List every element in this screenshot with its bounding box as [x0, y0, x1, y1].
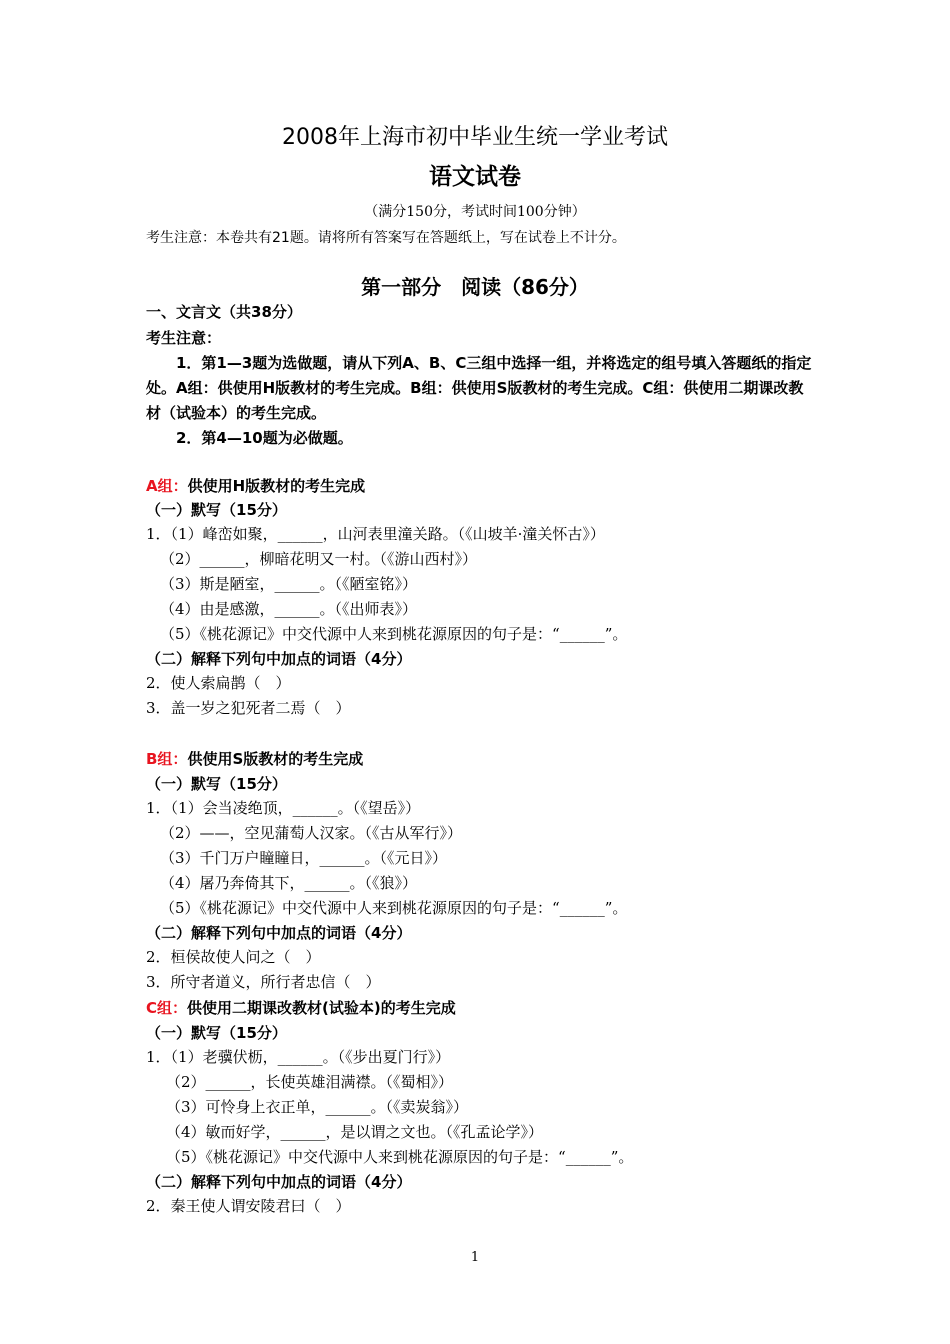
score-time-note: （满分150分，考试时间100分钟） [364, 204, 586, 220]
group-a-q2: 2．使人索扁鹊（ ） [146, 674, 291, 692]
exam-title: 2008年上海市初中毕业生统一学业考试 [282, 125, 668, 150]
group-b-heading [146, 749, 363, 769]
group-a-heading [146, 476, 365, 496]
group-a-q1-3: （3）斯是陋室，______。（《陋室铭》） [160, 575, 418, 593]
group-c-title: 供使用二期课改教材(试验本)的考生完成 [187, 999, 456, 1017]
notice-label: 考生注意： [146, 329, 222, 347]
group-b-q1-4: （4）屠乃奔倚其下，______。（《狼》） [160, 874, 418, 892]
group-b-dictation-heading: （一）默写（15分） [146, 775, 287, 793]
group-b-q2: 2．桓侯故使人问之（ ） [146, 948, 321, 966]
group-c-label: C组： [146, 999, 188, 1017]
group-a-q3: 3．盖一岁之犯死者二焉（ ） [146, 699, 351, 717]
group-b-label: B组： [146, 750, 188, 768]
group-c-q1-5: （5）《桃花源记》中交代源中人来到桃花源原因的句子是：“______”。 [166, 1148, 634, 1166]
group-c-q1-2: （2）______，长使英雄泪满襟。（《蜀相》） [166, 1073, 454, 1091]
group-c-q1-3: （3）可怜身上衣正单，______。（《卖炭翁》） [166, 1098, 469, 1116]
group-c-heading [146, 998, 456, 1018]
group-a-q1-4: （4）由是感激，______。（《出师表》） [160, 600, 418, 618]
group-b-q1-1: 1．（1）会当凌绝顶，______。（《望岳》） [146, 799, 421, 817]
page-number: 1 [470, 1250, 480, 1265]
group-a-q1-2: （2）______，柳暗花明又一村。（《游山西村》） [160, 550, 478, 568]
group-b-q3: 3．所守者道义，所行者忠信（ ） [146, 973, 381, 991]
group-c-q2: 2．秦王使人谓安陵君曰（ ） [146, 1197, 351, 1215]
notice-item-1: 1．第1—3题为选做题，请从下列A、B、C三组中选择一组，并将选定的组号填入答题纸的指定处。A组：供使用H版教材的考生完成。B组：供使用S版教材的考生完成。C组：供使用二期课改教材（试验本）的考生完成。 [146, 354, 812, 422]
group-b-q1-3: （3）千门万户瞳瞳日，______。（《元日》） [160, 849, 448, 867]
group-c-explain-heading: （二）解释下列句中加点的词语（4分） [146, 1173, 412, 1191]
group-a-q1-1: 1．（1）峰峦如聚，______，山河表里潼关路。（《山坡羊·潼关怀古》） [146, 525, 605, 543]
group-a-q1-5: （5）《桃花源记》中交代源中人来到桃花源原因的句子是：“______”。 [160, 625, 628, 643]
group-c-dictation-heading: （一）默写（15分） [146, 1024, 287, 1042]
candidate-notice: 考生注意：本卷共有21题。请将所有答案写在答题纸上，写在试卷上不计分。 [146, 230, 626, 246]
group-b-q1-5: （5）《桃花源记》中交代源中人来到桃花源原因的句子是：“______”。 [160, 899, 628, 917]
group-b-title: 供使用S版教材的考生完成 [187, 750, 364, 768]
group-c-q1-1: 1．（1）老骥伏枥，______。（《步出夏门行》） [146, 1048, 451, 1066]
group-a-explain-heading: （二）解释下列句中加点的词语（4分） [146, 650, 412, 668]
group-a-dictation-heading: （一）默写（15分） [146, 501, 287, 519]
group-c-q1-4: （4）敏而好学，______，是以谓之文也。（《孔孟论学》） [166, 1123, 544, 1141]
group-b-q1-2: （2）——，空见蒲萄人汉家。（《古从军行》） [160, 824, 463, 842]
section-title: 一、文言文（共38分） [146, 303, 302, 321]
exam-subject: 语文试卷 [429, 164, 521, 190]
group-a-label: A组： [146, 477, 188, 495]
part-title: 第一部分 阅读（86分） [361, 275, 589, 299]
group-a-title: 供使用H版教材的考生完成 [187, 477, 366, 495]
notice-item-2: 2．第4—10题为必做题。 [176, 429, 353, 447]
group-b-explain-heading: （二）解释下列句中加点的词语（4分） [146, 924, 412, 942]
